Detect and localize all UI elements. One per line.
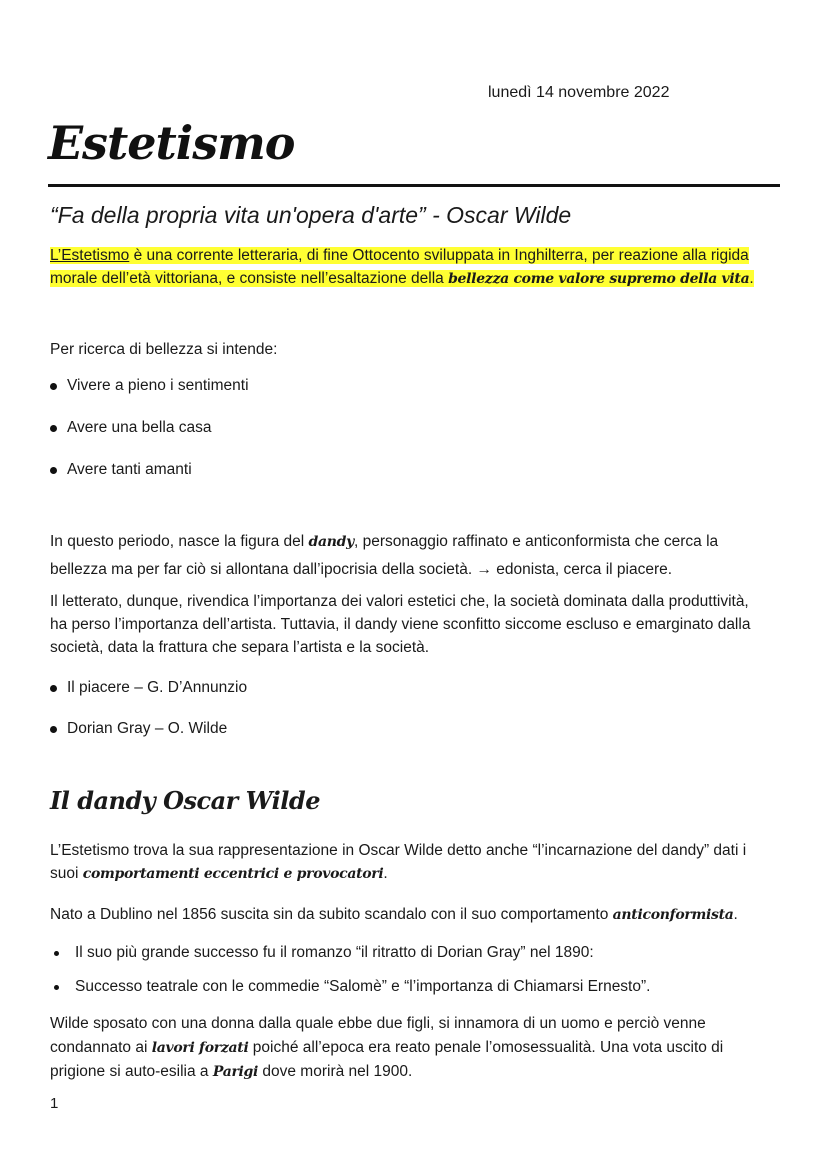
list-item: Vivere a pieno i sentimenti: [50, 377, 249, 395]
quote: “Fa della propria vita un'opera d'arte” - Oscar Wilde: [50, 202, 572, 228]
list-item: Avere tanti amanti: [50, 461, 192, 479]
section-title: Il dandy Oscar Wilde: [50, 786, 320, 815]
list-item: Successo teatrale con le commedie “Salomè” e “l’importanza di Chiamarsi Ernesto”.: [50, 978, 650, 996]
bullet-icon: [54, 985, 59, 990]
wilde-emphasis-2: anticonformista: [612, 907, 734, 923]
wilde-paragraph-3: Wilde sposato con una donna dalla quale ebbe due figli, si innamora di un uomo e perciò venne condannato ai lavori forzati poiché all’epoca era reato penale l’omosessualità. Una vota uscito di prigione si auto-esilia a Parigi dove morirà nel 1900.: [50, 1015, 724, 1080]
wilde-emphasis-3: lavori forzati: [151, 1040, 249, 1056]
page-title: Estetismo: [48, 116, 295, 170]
date: lunedì 14 novembre 2022: [488, 84, 670, 101]
title-divider: [48, 184, 780, 187]
page-number: 1: [50, 1095, 59, 1112]
list-item: Avere una bella casa: [50, 419, 211, 437]
letterato-paragraph: Il letterato, dunque, rivendica l’importanza dei valori estetici che, la società dominata dalla produttività, ha perso l’importanza dell’artista. Tuttavia, il dandy viene sconfitto siccome escluso e emarginato dalla società, data la frattura che separa l’artista e la società.: [50, 593, 751, 656]
intro-text: è una corrente letteraria, di fine Ottocento sviluppata in Inghilterra, per reazione alla rigida morale dell’età vittoriana, e consiste nell’esaltazione della: [50, 247, 749, 287]
intro-end: .: [749, 270, 754, 287]
bullet-icon: [50, 467, 57, 474]
bullet-icon: [50, 726, 57, 733]
list-item: Il piacere – G. D’Annunzio: [50, 679, 247, 697]
wilde-emphasis-1: comportamenti eccentrici e provocatori: [82, 866, 384, 882]
dandy-emphasis: dandy: [308, 534, 354, 550]
bullet-icon: [50, 425, 57, 432]
wilde-paragraph-2: Nato a Dublino nel 1856 suscita sin da subito scandalo con il suo comportamento anticonformista.: [50, 906, 738, 923]
intro-emphasis: bellezza come valore supremo della vita: [448, 271, 750, 287]
intro-term: L’Estetismo: [50, 247, 130, 264]
bullet-icon: [50, 685, 57, 692]
intro-paragraph: [50, 244, 770, 291]
beauty-intro: Per ricerca di bellezza si intende:: [50, 341, 278, 358]
wilde-emphasis-4: Parigi: [212, 1064, 259, 1080]
dandy-paragraph: In questo periodo, nasce la figura del dandy, personaggio raffinato e anticonformista che cerca la bellezza ma per far ciò si allontana dall’ipocrisia della società. → edonista, cerca il piacere.: [50, 533, 719, 578]
bullet-icon: [54, 951, 59, 956]
list-item: Il suo più grande successo fu il romanzo “il ritratto di Dorian Gray” nel 1890:: [50, 944, 594, 962]
wilde-paragraph-1: L’Estetismo trova la sua rappresentazione in Oscar Wilde detto anche “l’incarnazione del dandy” dati i suoi comportamenti eccentrici e provocatori.: [50, 842, 747, 882]
bullet-icon: [50, 383, 57, 390]
list-item: Dorian Gray – O. Wilde: [50, 720, 227, 738]
